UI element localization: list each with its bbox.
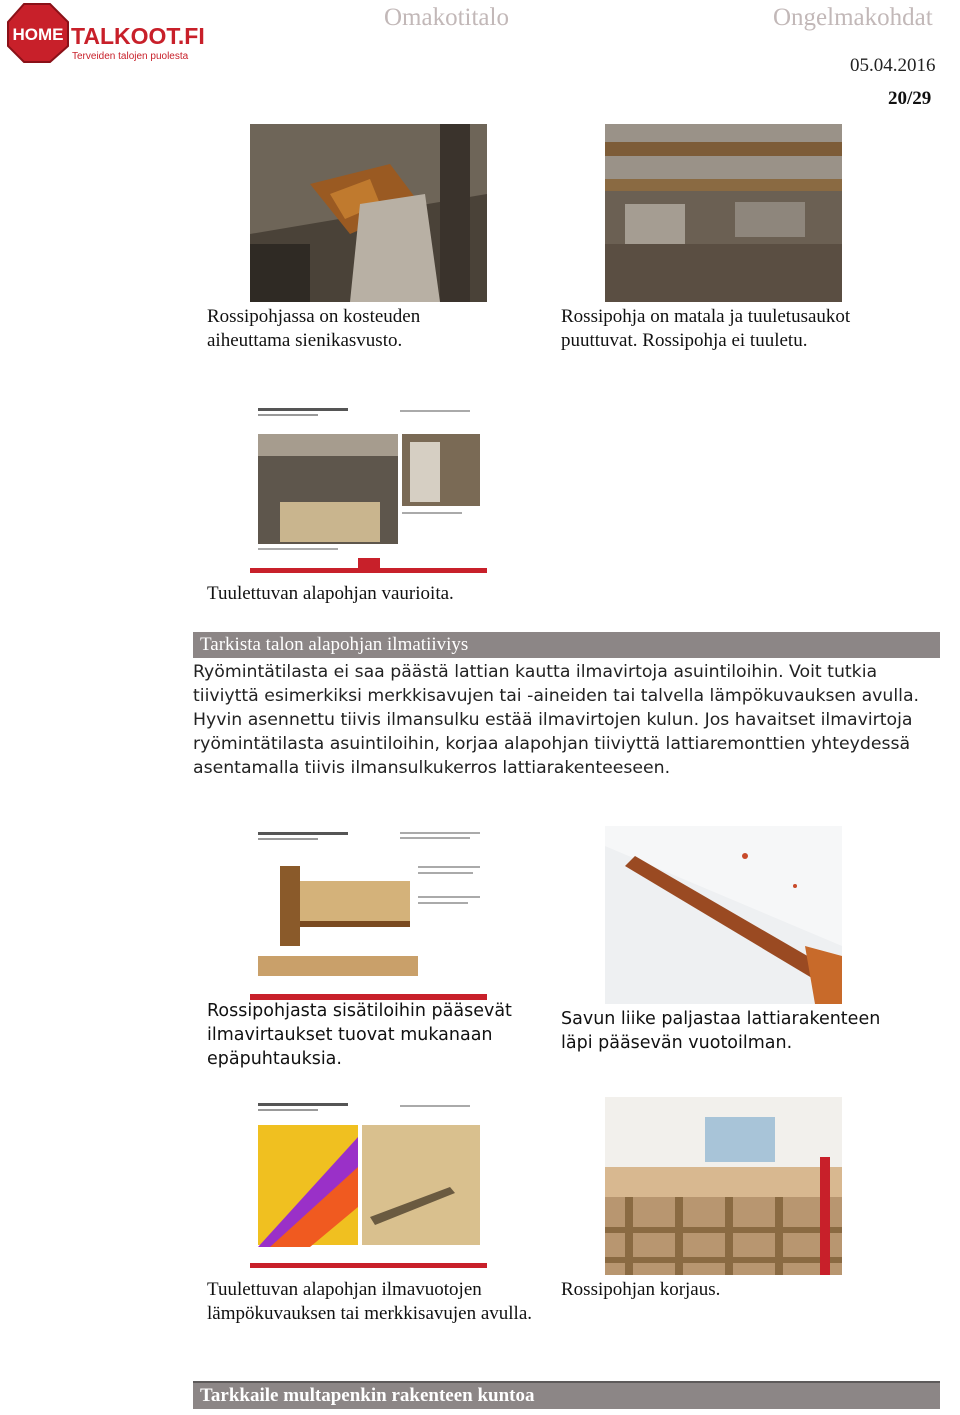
section-heading-soil-bed: Tarkkaile multapenkin rakenteen kuntoa bbox=[193, 1381, 940, 1409]
caption-subfloor-damage: Tuulettuvan alapohjan vaurioita. bbox=[207, 583, 454, 604]
photo-smoke-leak bbox=[605, 826, 842, 1004]
nav-category[interactable]: Omakotitalo bbox=[384, 4, 509, 31]
photo-fungal-growth bbox=[250, 124, 487, 302]
logo-tagline: Terveiden talojen puolesta bbox=[72, 51, 189, 62]
caption-subfloor-repair: Rossipohjan korjaus. bbox=[561, 1279, 721, 1300]
section-body-airtightness: Ryömintätilasta ei saa päästä lattian kautta ilmavirtoja asuintiloihin. Voit tutkia tiiviyttä esimerkiksi merkkisavujen tai -aineiden tai talvella lämpökuvauksen avulla. Hyvin asennettu tiivis ilmansulku estää ilmavirtojen kulun. Jos havaitset ilmavirtoja ryömintätilasta asuintiloihin, korjaa alapohjan tiiviyttä lattiaremonttien yhteydessä asentamalla tiivis ilmansulkukerros lattiarakenteeseen. bbox=[193, 662, 920, 778]
thumbnail-thermal-imaging bbox=[250, 1097, 487, 1275]
section-heading-airtightness: Tarkista talon alapohjan ilmatiiviys bbox=[193, 632, 940, 658]
thumbnail-subfloor-damage bbox=[250, 402, 487, 580]
nav-topic[interactable]: Ongelmakohdat bbox=[773, 4, 933, 31]
diagram-air-currents bbox=[250, 826, 487, 1004]
publish-date: 05.04.2016 bbox=[850, 55, 936, 76]
logo-home-text: HOME bbox=[12, 25, 64, 44]
caption-fungal-growth: Rossipohjassa on kosteuden aiheuttama sienikasvusto. bbox=[207, 306, 421, 351]
photo-subfloor-repair bbox=[605, 1097, 842, 1275]
page-number: 20/29 bbox=[888, 88, 932, 109]
hometalkoot-logo[interactable] bbox=[6, 2, 205, 64]
caption-smoke-leak: Savun liike paljastaa lattiarakenteen läpi pääsevän vuotoilman. bbox=[561, 1009, 881, 1053]
caption-air-currents: Rossipohjasta sisätiloihin pääsevät ilmavirtaukset tuovat mukanaan epäpuhtauksia. bbox=[207, 1001, 512, 1069]
caption-thermal-imaging: Tuulettuvan alapohjan ilmavuotojen lämpökuvauksen tai merkkisavujen avulla. bbox=[207, 1279, 533, 1324]
caption-low-crawlspace: Rossipohja on matala ja tuuletusaukot puuttuvat. Rossipohja ei tuuletu. bbox=[561, 306, 851, 351]
logo-brand-text: TALKOOT.FI bbox=[71, 23, 205, 49]
photo-low-crawlspace bbox=[605, 124, 842, 302]
